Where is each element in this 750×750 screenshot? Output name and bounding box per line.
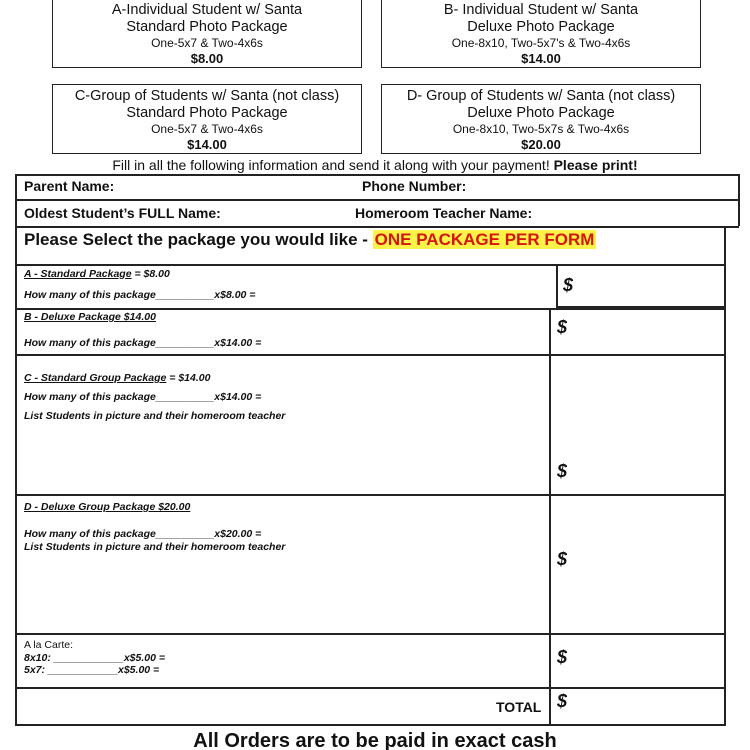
package-b-price: $14.00 — [521, 51, 561, 66]
section-a-bottom — [15, 308, 725, 310]
package-b-subtitle: Deluxe Photo Package — [467, 19, 615, 35]
section-d-title: D - Deluxe Group Package $20.00 — [24, 501, 191, 513]
section-d-list: List Students in picture and their homeroom teacher — [24, 541, 286, 553]
form-top-border — [15, 174, 739, 176]
section-c-bottom — [15, 494, 725, 496]
section-d-qty: How many of this package__________x$20.00 = — [24, 528, 262, 540]
select-row-border — [15, 264, 725, 266]
amount-a-dollar: $ — [563, 275, 574, 295]
package-a-box — [52, 0, 362, 68]
form-bottom-border — [15, 724, 725, 726]
select-package-line — [24, 230, 596, 250]
section-c-qty: How many of this package__________x$14.00 = — [24, 391, 262, 403]
amount-col-left — [549, 308, 551, 724]
instructions-text: Fill in all the following information and send it along with your payment! — [112, 157, 550, 173]
package-a-subtitle: Standard Photo Package — [126, 19, 288, 35]
amount-total-dollar: $ — [557, 691, 568, 711]
alacarte-title: A la Carte: — [24, 639, 74, 651]
package-b-contents: One-8x10, Two-5x7's & Two-4x6s — [451, 36, 631, 50]
section-a-title-text: A - Standard Package — [24, 268, 132, 280]
section-b-qty: How many of this package__________x$14.00 = — [24, 337, 262, 349]
select-text: Please Select the package you would like - — [24, 230, 368, 249]
amount-b-dollar: $ — [557, 317, 568, 337]
section-c-list: List Students in picture and their homeroom teacher — [24, 410, 286, 422]
package-a-contents: One-5x7 & Two-4x6s — [151, 36, 263, 50]
form-row1-border — [15, 199, 739, 201]
package-b-title: B- Individual Student w/ Santa — [443, 2, 639, 18]
package-c-contents: One-5x7 & Two-4x6s — [151, 122, 263, 136]
amount-c-dollar: $ — [557, 461, 568, 481]
form-row2-border — [15, 226, 739, 228]
package-a-title: A-Individual Student w/ Santa — [111, 2, 303, 18]
section-b-bottom — [15, 354, 725, 356]
package-c-title: C-Group of Students w/ Santa (not class) — [74, 88, 340, 104]
package-c-subtitle: Standard Photo Package — [126, 105, 288, 121]
total-label: TOTAL — [496, 699, 542, 715]
package-d-subtitle: Deluxe Photo Package — [467, 105, 615, 121]
footer-note: All Orders are to be paid in exact cash — [193, 730, 557, 750]
form-left-border — [15, 174, 17, 726]
package-d-price: $20.00 — [521, 137, 561, 152]
section-a-price: = $8.00 — [131, 268, 170, 280]
section-c-title — [24, 372, 210, 384]
teacher-name-label: Homeroom Teacher Name: — [355, 205, 533, 221]
package-d-title: D- Group of Students w/ Santa (not class) — [406, 88, 676, 104]
phone-number-label: Phone Number: — [362, 178, 467, 194]
section-a-title — [24, 268, 170, 280]
section-b-title: B - Deluxe Package $14.00 — [24, 311, 156, 323]
amount-d-dollar: $ — [557, 549, 568, 569]
select-highlight: ONE PACKAGE PER FORM — [374, 230, 595, 249]
section-c-price: = $14.00 — [166, 372, 211, 384]
form-right-border-top — [738, 174, 740, 226]
alacarte-bottom — [15, 687, 725, 689]
form-right-border — [724, 226, 726, 726]
package-d-contents: One-8x10, Two-5x7s & Two-4x6s — [452, 122, 630, 136]
package-d-box — [381, 84, 701, 154]
instructions-bold: Please print! — [553, 157, 638, 173]
package-c-price: $14.00 — [187, 137, 227, 152]
section-a-qty: How many of this package__________x$8.00 = — [24, 289, 256, 301]
alacarte-5x7: 5x7: ____________x$5.00 = — [24, 664, 160, 676]
instructions-line — [0, 157, 750, 173]
alacarte-8x10: 8x10: ____________x$5.00 = — [24, 652, 166, 664]
package-c-box — [52, 84, 362, 154]
amount-a-bottom — [556, 306, 725, 308]
section-c-title-text: C - Standard Group Package — [24, 372, 167, 384]
package-a-price: $8.00 — [190, 51, 224, 66]
section-d-bottom — [15, 633, 725, 635]
package-b-box — [381, 0, 701, 68]
amount-col-a-left — [556, 264, 558, 308]
amount-alacarte-dollar: $ — [557, 647, 568, 667]
parent-name-label: Parent Name: — [24, 178, 115, 194]
student-name-label: Oldest Student’s FULL Name: — [24, 205, 221, 221]
